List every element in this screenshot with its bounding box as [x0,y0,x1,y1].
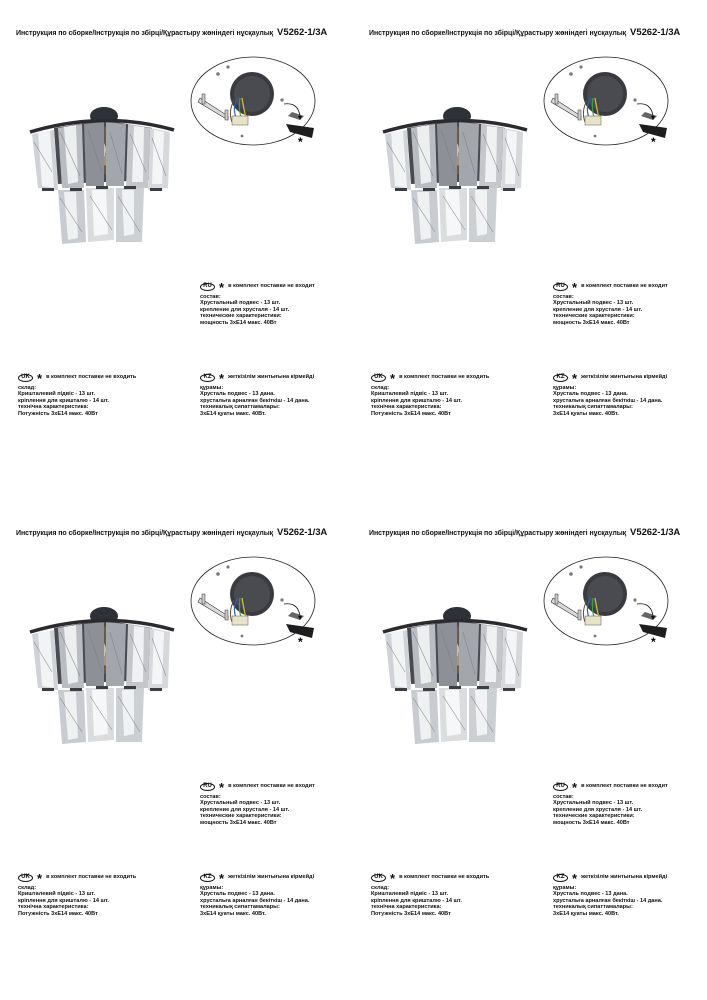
star-mark: * [219,370,225,386]
spec-line: кріплення для кришталю - 14 шт. [18,897,109,904]
kz-spec-block [553,872,667,917]
spec-line: Потужність 3хЕ14 макс. 40Вт [371,910,451,917]
spec-line: техникалық сипаттамалары: [200,904,280,911]
lamp-illustration [24,602,184,752]
kz-note: жеткізілім жинтығына кірмейді [581,374,668,381]
lamp-illustration [24,102,184,252]
spec-line: 3хЕ14 қуаты макс. 40Вт. [553,410,619,417]
star-mark: * [572,870,578,886]
uk-note: в комплект поставки не входить [399,374,490,381]
uk-spec-block [18,372,136,417]
spec-line: мощность 3хЕ14 макс. 40Вт [200,319,277,326]
spec-line: Кришталевий підвіс - 13 шт. [18,391,96,398]
ru-spec-block [553,281,668,326]
kz-spec-block [553,372,667,417]
model-code: V5262-1/3A [630,527,681,538]
star-mark: * [219,279,225,295]
star-mark: * [37,370,43,386]
spec-line: құрамы: [553,885,577,891]
spec-line: құрамы: [200,385,224,391]
instruction-sheet [353,0,706,500]
spec-line: 3хЕ14 қуаты макс. 40Вт. [200,410,266,417]
spec-line: хрустальға арналған бекіткіш - 14 дана. [553,397,663,404]
spec-line: мощность 3хЕ14 макс. 40Вт [553,819,630,826]
uk-note: в комплект поставки не входить [46,374,137,381]
kz-badge: KZ [200,874,215,882]
spec-line: Кришталевий підвіс - 13 шт. [371,891,449,898]
ru-note: в комплект поставки не входит [228,783,315,790]
model-code: V5262-1/3A [630,27,681,38]
spec-line: крепление для хрусталя - 14 шт. [200,806,290,813]
ru-badge: RU [553,783,568,791]
spec-line: кріплення для кришталю - 14 шт. [18,397,109,404]
spec-line: технічна характеристика: [371,904,442,911]
kz-badge: KZ [553,874,568,882]
spec-line: Хрустальный подвес - 13 шт. [200,800,281,807]
wiring-diagram [188,54,318,149]
model-code: V5262-1/3A [277,27,328,38]
spec-line: технические характеристики: [553,813,635,820]
star-mark: * [390,370,396,386]
ru-note: в комплект поставки не входит [228,283,315,290]
uk-spec-block [18,872,136,917]
spec-line: технические характеристики: [200,813,282,820]
instruction-sheet [0,0,353,500]
spec-line: склад: [371,385,390,391]
spec-line: құрамы: [200,885,224,891]
spec-line: кріплення для кришталю - 14 шт. [371,397,462,404]
title-text: Инструкция по сборке/Інструкція по збірці/Құрастыру жөніндегі нұсқаулық [369,30,627,37]
sheet-title [369,527,680,538]
spec-line: мощность 3хЕ14 макс. 40Вт [200,819,277,826]
ru-note: в комплект поставки не входит [581,283,668,290]
spec-line: хрустальға арналған бекіткіш - 14 дана. [200,397,310,404]
kz-spec-block [200,372,314,417]
spec-line: хрустальға арналған бекіткіш - 14 дана. [553,897,663,904]
spec-line: Хрусталь подвес - 13 дана. [553,891,628,898]
spec-line: Потужність 3хЕ14 макс. 40Вт [371,410,451,417]
spec-line: склад: [18,385,37,391]
uk-badge: UK [371,374,386,382]
spec-line: технічна характеристика: [18,904,89,911]
ru-note: в комплект поставки не входит [581,783,668,790]
wiring-diagram [541,54,671,149]
spec-line: 3хЕ14 қуаты макс. 40Вт. [553,910,619,917]
instruction-sheet [0,500,353,1000]
spec-line: 3хЕ14 қуаты макс. 40Вт. [200,910,266,917]
spec-line: техникалық сипаттамалары: [553,404,633,411]
spec-line: технічна характеристика: [371,404,442,411]
spec-line: технические характеристики: [200,313,282,320]
spec-line: кріплення для кришталю - 14 шт. [371,897,462,904]
ru-spec-block [200,781,315,826]
spec-line: склад: [18,885,37,891]
spec-line: техникалық сипаттамалары: [200,404,280,411]
uk-spec-block [371,372,489,417]
spec-line: состав: [553,294,574,300]
uk-note: в комплект поставки не входить [46,874,137,881]
model-code: V5262-1/3A [277,527,328,538]
spec-line: технические характеристики: [553,313,635,320]
star-mark: * [572,779,578,795]
spec-line: состав: [200,794,221,800]
kz-spec-block [200,872,314,917]
spec-line: Хрустальный подвес - 13 шт. [553,800,634,807]
ru-badge: RU [200,783,215,791]
uk-badge: UK [371,874,386,882]
title-text: Инструкция по сборке/Інструкція по збірці/Құрастыру жөніндегі нұсқаулық [16,530,274,537]
spec-line: состав: [553,794,574,800]
kz-note: жеткізілім жинтығына кірмейді [581,874,668,881]
spec-line: Кришталевий підвіс - 13 шт. [371,391,449,398]
uk-badge: UK [18,874,33,882]
spec-line: мощность 3хЕ14 макс. 40Вт [553,319,630,326]
spec-line: құрамы: [553,385,577,391]
spec-line: крепление для хрусталя - 14 шт. [200,306,290,313]
ru-badge: RU [553,283,568,291]
spec-line: Хрусталь подвес - 13 дана. [200,891,275,898]
kz-note: жеткізілім жинтығына кірмейді [228,874,315,881]
title-text: Инструкция по сборке/Інструкція по збірці/Құрастыру жөніндегі нұсқаулық [16,30,274,37]
spec-line: крепление для хрусталя - 14 шт. [553,806,643,813]
star-mark: * [572,370,578,386]
star-mark: * [572,279,578,295]
ru-spec-block [200,281,315,326]
kz-badge: KZ [200,374,215,382]
sheet-title [369,27,680,38]
spec-line: Хрусталь подвес - 13 дана. [553,391,628,398]
star-mark: * [390,870,396,886]
star-mark: * [37,870,43,886]
instruction-sheet [353,500,706,1000]
spec-line: хрустальға арналған бекіткіш - 14 дана. [200,897,310,904]
ru-spec-block [553,781,668,826]
spec-line: техникалық сипаттамалары: [553,904,633,911]
lamp-illustration [377,602,537,752]
spec-line: Хрусталь подвес - 13 дана. [200,391,275,398]
uk-note: в комплект поставки не входить [399,874,490,881]
title-text: Инструкция по сборке/Інструкція по збірці/Құрастыру жөніндегі нұсқаулық [369,530,627,537]
kz-note: жеткізілім жинтығына кірмейді [228,374,315,381]
sheet-title [16,527,327,538]
spec-line: состав: [200,294,221,300]
wiring-diagram [188,554,318,649]
spec-line: технічна характеристика: [18,404,89,411]
ru-badge: RU [200,283,215,291]
spec-line: Потужність 3хЕ14 макс. 40Вт [18,410,98,417]
uk-spec-block [371,872,489,917]
spec-line: склад: [371,885,390,891]
spec-line: крепление для хрусталя - 14 шт. [553,306,643,313]
spec-line: Кришталевий підвіс - 13 шт. [18,891,96,898]
spec-line: Хрустальный подвес - 13 шт. [200,300,281,307]
star-mark: * [219,779,225,795]
spec-line: Потужність 3хЕ14 макс. 40Вт [18,910,98,917]
wiring-diagram [541,554,671,649]
star-mark: * [219,870,225,886]
sheet-title [16,27,327,38]
lamp-illustration [377,102,537,252]
uk-badge: UK [18,374,33,382]
spec-line: Хрустальный подвес - 13 шт. [553,300,634,307]
kz-badge: KZ [553,374,568,382]
